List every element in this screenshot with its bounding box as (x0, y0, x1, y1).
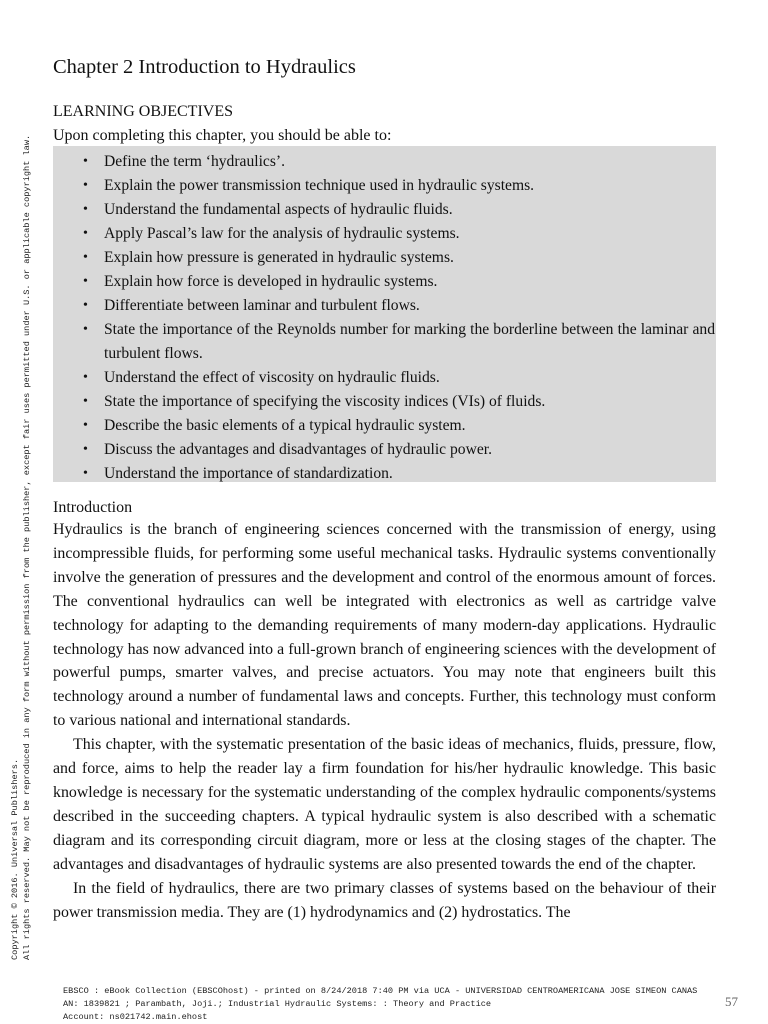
objective-text: Explain how force is developed in hydraulic systems. (104, 273, 438, 290)
copyright-line-1: Copyright © 2016. Universal Publishers. (10, 758, 20, 960)
objectives-list (53, 146, 716, 486)
objective-item (53, 270, 716, 294)
chapter-title: Chapter 2 Introduction to Hydraulics (53, 56, 356, 78)
objective-text: Define the term ‘hydraulics’. (104, 153, 285, 170)
copyright-line-2: All rights reserved. May not be reproduced in any form without permission from the publisher, except fair uses permitted under U.S. or applicable copyright law. (22, 134, 32, 960)
objective-item (53, 222, 716, 246)
bullet-icon: • (83, 370, 88, 385)
body-paragraph: In the field of hydraulics, there are two primary classes of systems based on the behaviour of their power transmission media. They are (1) hydrodynamics and (2) hydrostatics. The (53, 879, 716, 921)
footer-line-2: AN: 1839821 ; Parambath, Joji.; Industrial Hydraulic Systems: : Theory and Practice (63, 999, 492, 1009)
footer-line-1: EBSCO : eBook Collection (EBSCOhost) - printed on 8/24/2018 7:40 PM via UCA - UNIVERSIDAD CENTROAMERICANA JOSE SIMEON CANAS (63, 986, 698, 996)
bullet-icon: • (83, 154, 88, 169)
objective-text: Describe the basic elements of a typical hydraulic system. (104, 417, 466, 434)
objective-text: Apply Pascal’s law for the analysis of hydraulic systems. (104, 225, 460, 242)
bullet-icon: • (83, 466, 88, 481)
objective-text: Explain how pressure is generated in hydraulic systems. (104, 249, 454, 266)
objective-item (53, 246, 716, 270)
objective-item (53, 438, 716, 462)
objective-text: Discuss the advantages and disadvantages of hydraulic power. (104, 441, 493, 458)
ebsco-footer (63, 985, 697, 1024)
learning-objectives-box (53, 146, 716, 482)
objective-text: Differentiate between laminar and turbulent flows. (104, 297, 420, 314)
objective-item (53, 294, 716, 318)
bullet-icon: • (83, 394, 88, 409)
introduction-body (53, 518, 716, 924)
objective-item (53, 462, 716, 486)
introduction-heading: Introduction (53, 499, 133, 516)
objective-item (53, 390, 716, 414)
bullet-icon: • (83, 322, 88, 337)
objective-item (53, 150, 716, 174)
objective-text: Understand the importance of standardization. (104, 465, 393, 482)
objective-text: Explain the power transmission technique used in hydraulic systems. (104, 177, 535, 194)
objective-text: Understand the effect of viscosity on hydraulic fluids. (104, 369, 440, 386)
body-paragraph: Hydraulics is the branch of engineering sciences concerned with the transmission of energy, using incompressible fluids, for performing some useful mechanical tasks. Hydraulic systems conventionally involve the generation of pressures and the development and control of the enormous amount of forces. The conventional hydraulics can well be integrated with electronics as well as cartridge valve technology for adapting to the demanding requirements of many modern-day applications. Hydraulic technology has now advanced into a full-grown branch of engineering sciences with the development of powerful pumps, smarter valves, and precise actuators. You may note that engineers built this technology around a number of fundamental laws and concepts. Further, this technology must conform to various national and international standards. (53, 521, 716, 730)
objective-item (53, 174, 716, 198)
footer-line-3: Account: ns021742.main.ehost (63, 1012, 208, 1022)
learning-objectives-intro: Upon completing this chapter, you should be able to: (53, 127, 392, 144)
bullet-icon: • (83, 442, 88, 457)
bullet-icon: • (83, 178, 88, 193)
page-number: 57 (725, 994, 738, 1009)
bullet-icon: • (83, 226, 88, 241)
learning-objectives-heading: LEARNING OBJECTIVES (53, 103, 233, 120)
bullet-icon: • (83, 274, 88, 289)
bullet-icon: • (83, 418, 88, 433)
bullet-icon: • (83, 202, 88, 217)
objective-text: Understand the fundamental aspects of hydraulic fluids. (104, 201, 453, 218)
objective-item (53, 414, 716, 438)
objective-text: State the importance of the Reynolds number for marking the borderline between the laminar and turbulent flows. (104, 321, 715, 362)
copyright-notice (4, 134, 38, 960)
objective-item (53, 366, 716, 390)
objective-item (53, 318, 716, 366)
objective-item (53, 198, 716, 222)
body-paragraph: This chapter, with the systematic presentation of the basic ideas of mechanics, fluids, pressure, flow, and force, aims to help the reader lay a firm foundation for his/her hydraulic knowledge. This basic knowledge is necessary for the systematic understanding of the complex hydraulic components/systems described in the succeeding chapters. A typical hydraulic system is also described with a schematic diagram and its corresponding circuit diagram, more or less at the closing stages of the chapter. The advantages and disadvantages of hydraulic systems are also presented towards the end of the chapter. (53, 736, 716, 873)
bullet-icon: • (83, 298, 88, 313)
bullet-icon: • (83, 250, 88, 265)
objective-text: State the importance of specifying the viscosity indices (VIs) of fluids. (104, 393, 546, 410)
